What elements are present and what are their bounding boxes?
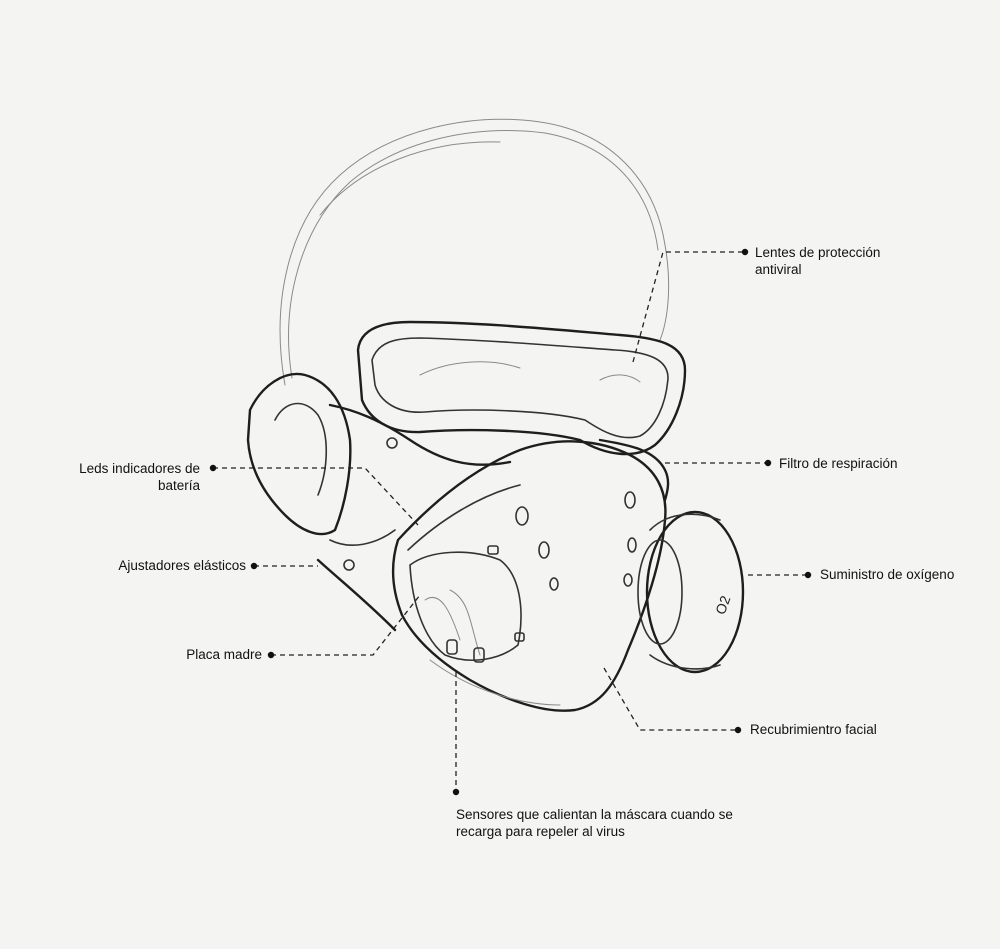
- callout-filtro-line1: Filtro de respiración: [779, 456, 898, 471]
- breathing-filter: [600, 440, 668, 500]
- callout-leds-line1: Leds indicadores de: [79, 461, 200, 476]
- callout-leds-line2: batería: [157, 478, 200, 493]
- callout-recubrimiento-line1: Recubrimientro facial: [750, 722, 877, 737]
- callout-recubrimiento-facial: [750, 721, 877, 738]
- head-outline: [280, 119, 668, 385]
- callout-sensores: [456, 806, 733, 840]
- callout-lentes-line2: antiviral: [755, 262, 802, 277]
- mask-body: [393, 441, 665, 710]
- callout-placa-madre: [186, 646, 262, 663]
- callout-sensores-line2: recarga para repeler al virus: [456, 824, 625, 839]
- callout-ajustadores-line1: Ajustadores elásticos: [118, 558, 246, 573]
- callout-filtro-respiracion: [779, 455, 898, 472]
- callout-lentes-antivirales: [755, 244, 880, 278]
- oxygen-label: O2: [712, 593, 734, 617]
- callout-sensores-line1: Sensores que calientan la máscara cuando se: [456, 807, 733, 822]
- oxygen-canister: [638, 512, 743, 672]
- callout-placa-line1: Placa madre: [186, 647, 262, 662]
- ear: [248, 374, 350, 534]
- callout-suministro-oxigeno: [820, 566, 954, 583]
- callout-leds-bateria: [79, 460, 200, 494]
- callout-ajustadores-elasticos: [118, 557, 246, 574]
- callout-lentes-line1: Lentes de protección: [755, 245, 881, 260]
- leader-lines: [210, 249, 811, 795]
- callout-oxigeno-line1: Suministro de oxígeno: [820, 567, 955, 582]
- goggles: [358, 322, 685, 454]
